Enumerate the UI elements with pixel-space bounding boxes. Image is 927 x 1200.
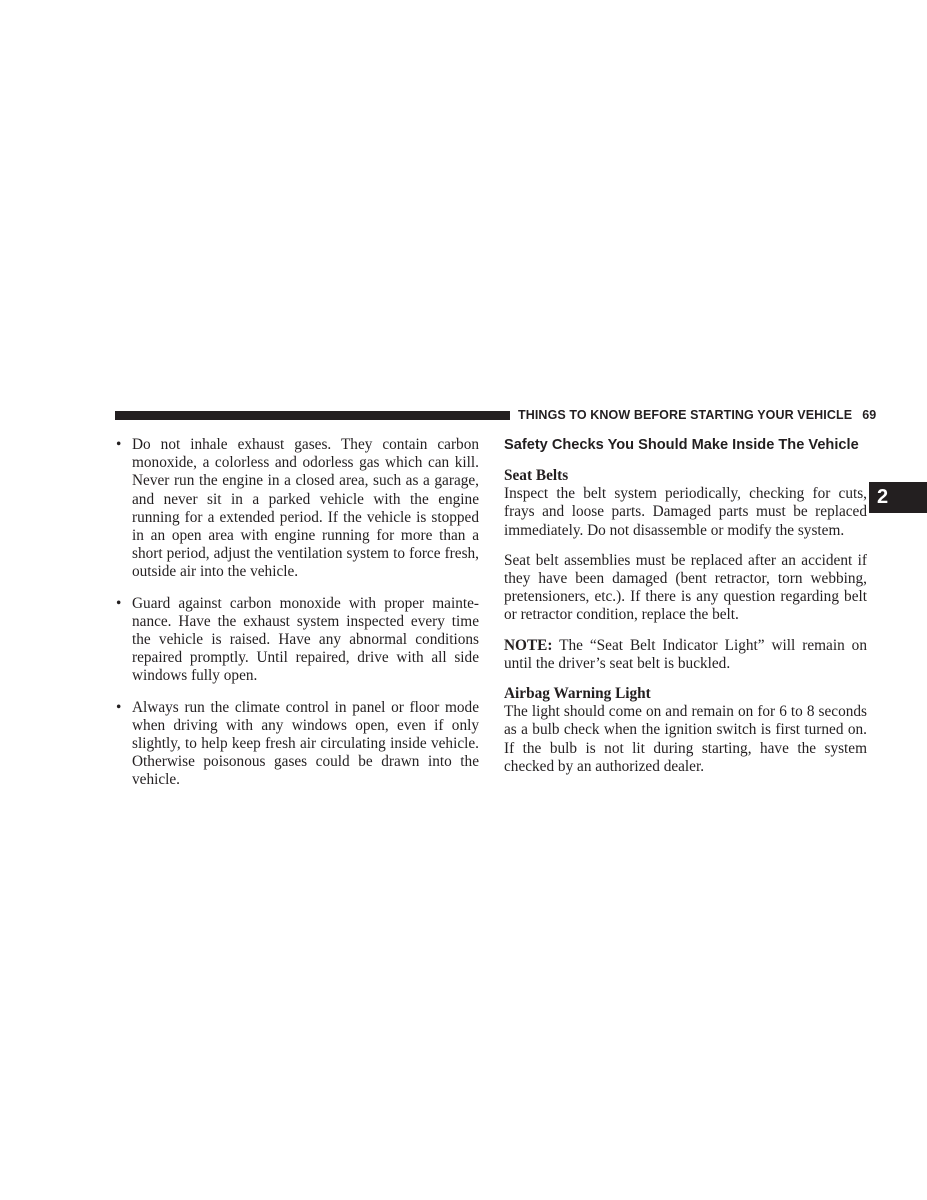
bullet-text: Always run the climate control in panel or floor mode when driving with any windows open, even if only slightly, to help keep fresh air circulating inside vehicle. Otherwise poisonous gases could be drawn into the vehicle. xyxy=(132,698,479,789)
running-header xyxy=(518,408,876,422)
note-text: The “Seat Belt Indicator Light” will remain on until the driver’s seat belt is buckled. xyxy=(504,636,867,672)
bullet-icon: • xyxy=(116,698,122,716)
seat-belts-paragraph-2: Seat belt assemblies must be replaced after an accident if they have been damaged (bent retractor, torn webbing, pretensioners, etc.). If there is any question regarding belt or retractor condition, replace the belt. xyxy=(504,551,867,624)
right-column xyxy=(504,436,867,788)
bullet-text: Guard against carbon monoxide with proper maintenance. Have the exhaust system inspected every time the vehicle is raised. Have any abnormal conditions repaired promptly. Until repaired, drive with all side windows fully open. xyxy=(132,594,479,685)
airbag-heading: Airbag Warning Light xyxy=(504,685,651,703)
list-item xyxy=(114,699,479,790)
header-title: THINGS TO KNOW BEFORE STARTING YOUR VEHICLE xyxy=(518,408,853,422)
bullet-text: Do not inhale exhaust gases. They contain carbon monoxide, a colorless and odorless gas which can kill. Never run the engine in a closed area, such as a garage, and never sit in a parked vehicle with the engine running for a extended period. If the vehicle is stopped in an open area with engine running for more than a short period, adjust the ventilation system to force fresh, outside air into the vehicle. xyxy=(132,436,479,581)
bullet-icon: • xyxy=(116,436,122,453)
airbag-paragraph: The light should come on and remain on for 6 to 8 seconds as a bulb check when the ignition switch is first turned on. If the bulb is not lit during starting, have the system checked by an authorized dealer. xyxy=(504,703,867,775)
seat-belts-paragraph-1: Inspect the belt system periodically, checking for cuts, frays and loose parts. Damaged parts must be replaced immediately. Do not disassemble or modify the system. xyxy=(504,485,867,539)
list-item xyxy=(114,436,479,582)
list-item xyxy=(114,595,479,686)
note-label: NOTE: xyxy=(504,636,553,654)
page-number: 69 xyxy=(862,408,877,422)
seat-belts-heading: Seat Belts xyxy=(504,467,569,484)
bullet-icon: • xyxy=(116,594,122,612)
seat-belt-note xyxy=(504,637,867,673)
section-heading: Safety Checks You Should Make Inside The Vehicle xyxy=(504,437,859,453)
left-column xyxy=(114,436,479,803)
header-rule xyxy=(115,411,510,420)
chapter-tab: 2 xyxy=(869,482,927,513)
